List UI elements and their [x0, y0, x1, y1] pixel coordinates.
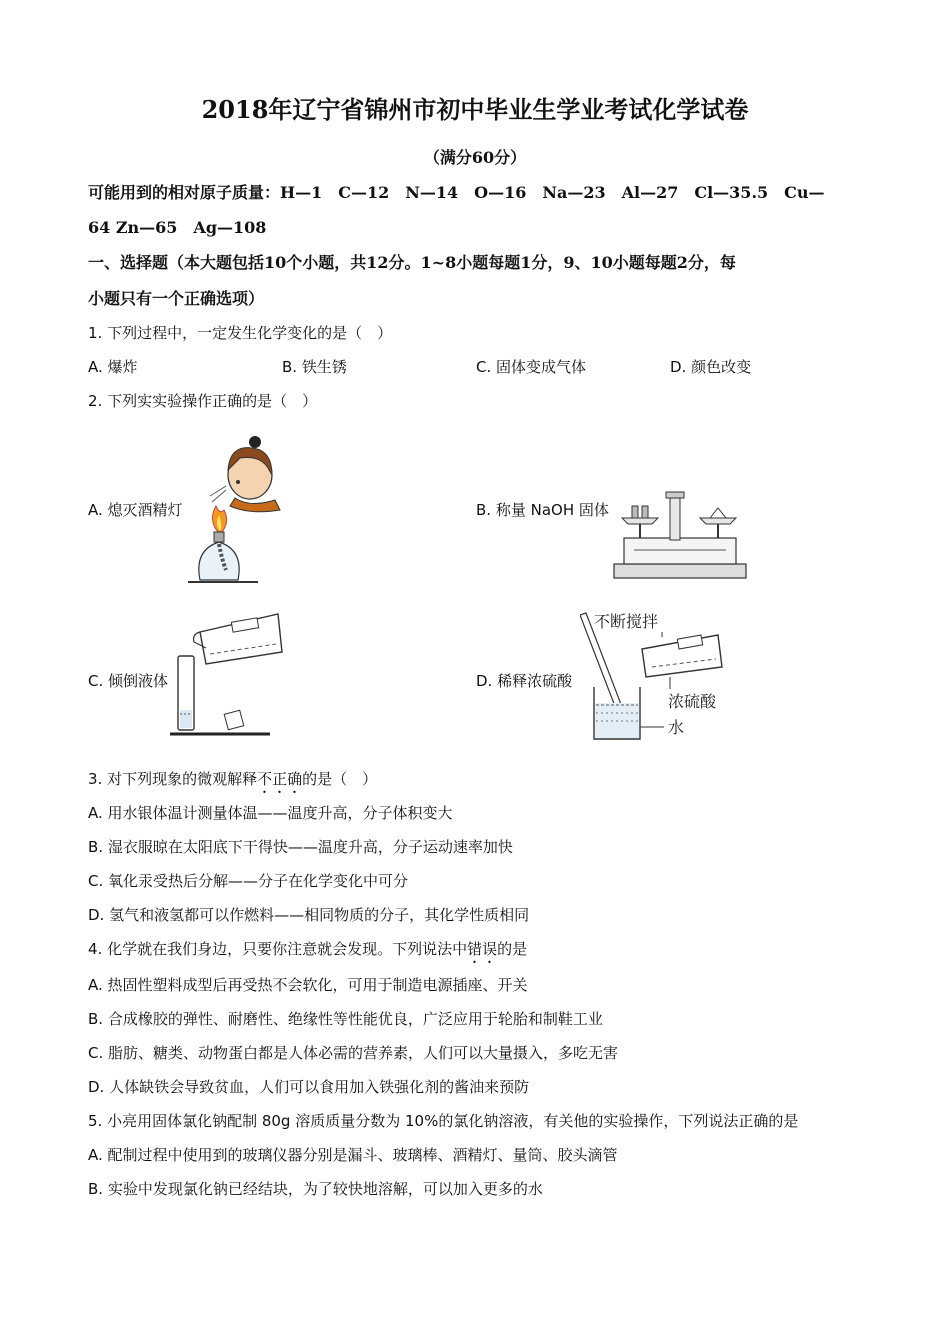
atomic-masses-line1: 可能用到的相对原子质量：H—1 C—12 N—14 O—16 Na—23 Al—27 Cl—35.5 Cu— [88, 183, 825, 202]
q2-option-b: B. 称量 NaOH 固体 [476, 501, 609, 519]
q3-stem-emphasis: 不正确 [257, 770, 303, 788]
q2-stem: 2. 下列实实验操作正确的是（ ） [88, 392, 318, 410]
section1-heading-line1: 一、选择题（本大题包括10个小题，共12分。1~8小题每题1分，9、10小题每题2分，每 [88, 253, 736, 272]
q1-option-b: B. 铁生锈 [282, 358, 347, 376]
q4-stem-emphasis: 错误 [467, 940, 498, 958]
q4-stem-post: 的是 [497, 940, 528, 958]
full-score: （满分60分） [423, 148, 527, 167]
section1-heading-line2: 小题只有一个正确选项） [88, 289, 265, 308]
balance-scale-figure [610, 488, 750, 584]
q3-option-c: C. 氧化汞受热后分解——分子在化学变化中可分 [88, 872, 409, 890]
stir-label: 不断搅拌 [594, 612, 659, 631]
page-title: 2018年辽宁省锦州市初中毕业生学业考试化学试卷 [201, 95, 749, 124]
q3-option-a: A. 用水银体温计测量体温——温度升高，分子体积变大 [88, 804, 453, 822]
q1-option-a: A. 爆炸 [88, 358, 138, 376]
diluting-acid-figure [580, 605, 750, 745]
q4-stem-pre: 4. 化学就在我们身边，只要你注意就会发现。下列说法中 [88, 940, 468, 958]
q3-stem-pre: 3. 对下列现象的微观解释 [88, 770, 258, 788]
q2-option-d: D. 稀释浓硫酸 [476, 672, 573, 690]
pouring-liquid-figure [170, 612, 285, 742]
q3-stem [88, 768, 377, 797]
q2-option-c: C. 倾倒液体 [88, 672, 169, 690]
q3-option-d: D. 氢气和液氢都可以作燃料——相同物质的分子，其化学性质相同 [88, 906, 530, 924]
q5-option-a: A. 配制过程中使用到的玻璃仪器分别是漏斗、玻璃棒、酒精灯、量筒、胶头滴管 [88, 1146, 618, 1164]
water-label: 水 [668, 718, 685, 737]
q4-option-c: C. 脂肪、糖类、动物蛋白都是人体必需的营养素，人们可以大量摄入，多吃无害 [88, 1044, 619, 1062]
q2-option-a: A. 熄灭酒精灯 [88, 501, 183, 519]
q4-option-a: A. 热固性塑料成型后再受热不会软化，可用于制造电源插座、开关 [88, 976, 528, 994]
q4-stem [88, 938, 527, 967]
q3-option-b: B. 湿衣服晾在太阳底下干得快——温度升高，分子运动速率加快 [88, 838, 513, 856]
atomic-masses-line2: 64 Zn—65 Ag—108 [88, 218, 267, 237]
q1-option-c: C. 固体变成气体 [476, 358, 587, 376]
q4-option-d: D. 人体缺铁会导致贫血，人们可以食用加入铁强化剂的酱油来预防 [88, 1078, 530, 1096]
q1-stem: 1. 下列过程中，一定发生化学变化的是（ ） [88, 324, 393, 342]
q3-stem-post: 的是（ ） [302, 770, 378, 788]
acid-label: 浓硫酸 [668, 692, 717, 711]
blowing-alcohol-lamp-figure [180, 420, 290, 590]
q1-option-d: D. 颜色改变 [670, 358, 752, 376]
q5-option-b: B. 实验中发现氯化钠已经结块，为了较快地溶解，可以加入更多的水 [88, 1180, 543, 1198]
q5-stem: 5. 小亮用固体氯化钠配制 80g 溶质质量分数为 10%的氯化钠溶液，有关他的实验操作，下列说法正确的是 [88, 1112, 799, 1130]
q4-option-b: B. 合成橡胶的弹性、耐磨性、绝缘性等性能优良，广泛应用于轮胎和制鞋工业 [88, 1010, 603, 1028]
